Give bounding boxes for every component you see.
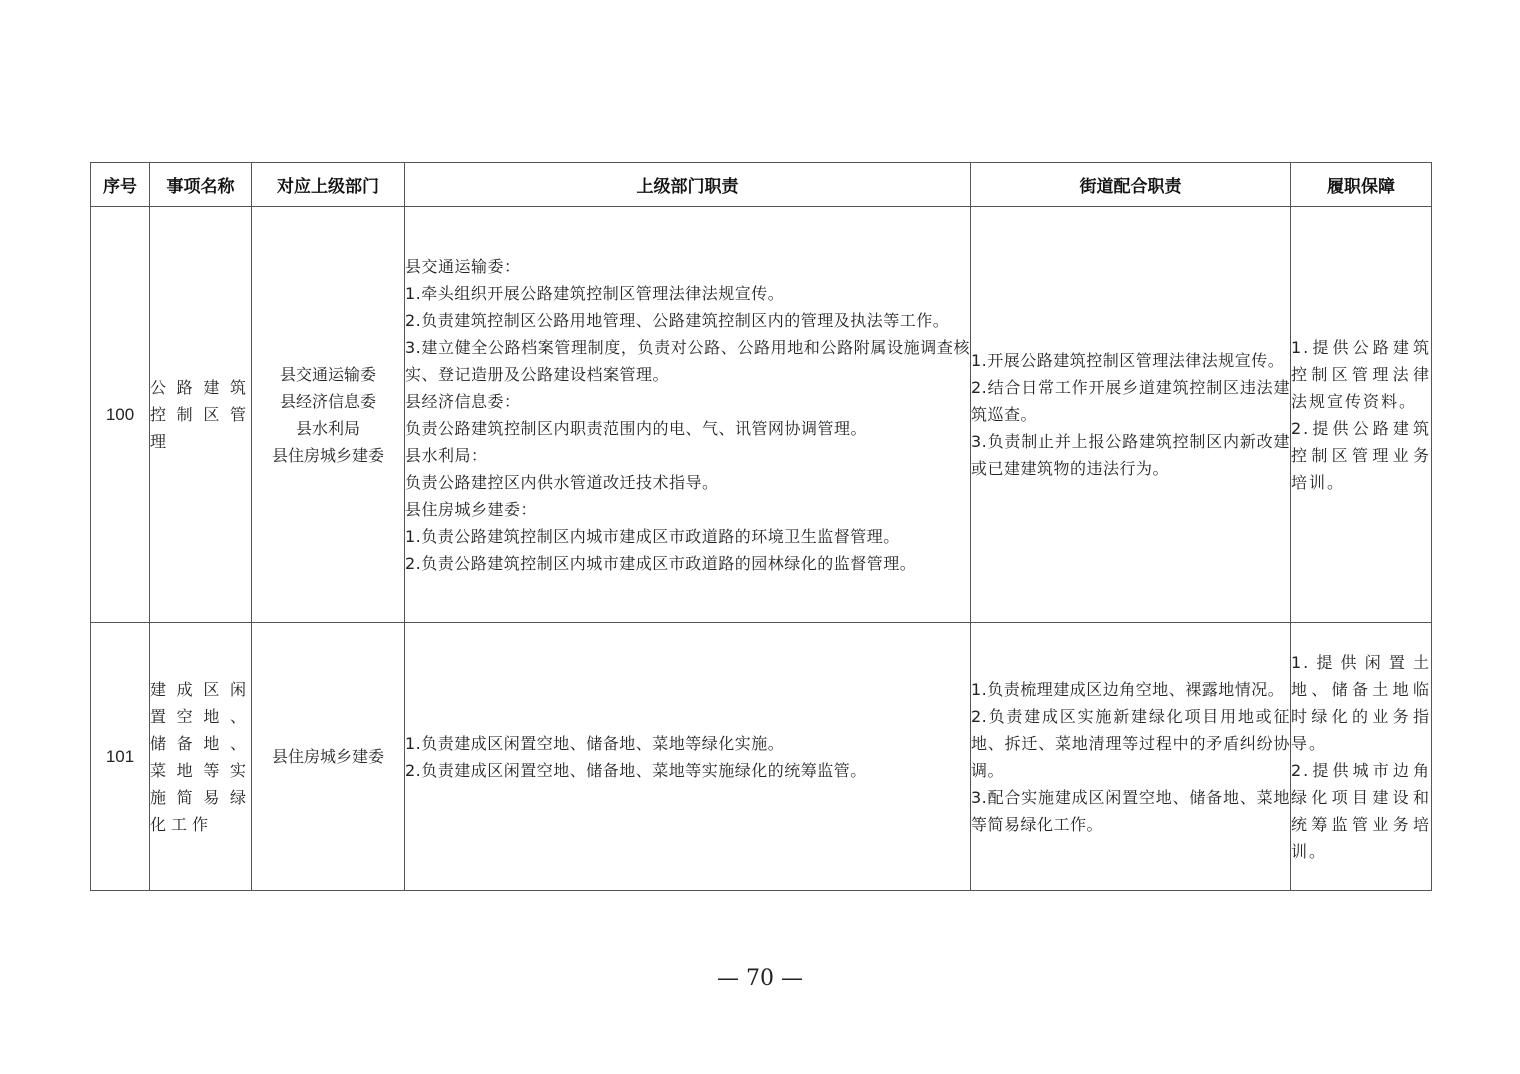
- guarantees: [1291, 623, 1432, 891]
- superior-departments: [252, 623, 405, 891]
- street-duty-line: 2.负责建成区实施新建绿化项目用地或征地、拆迁、菜地清理等过程中的矛盾纠纷协调。: [971, 706, 1290, 780]
- header-superior-duties: 上级部门职责: [405, 163, 971, 207]
- superior-departments: [252, 207, 405, 623]
- superior-duties: [405, 207, 971, 623]
- header-item-name: 事项名称: [150, 163, 252, 207]
- item-name: 建成区闲置空地、储备地、菜地等实施简易绿化工作: [150, 623, 252, 891]
- street-duties: [971, 623, 1291, 891]
- header-superior-department: 对应上级部门: [252, 163, 405, 207]
- duty-line: 2.负责建成区闲置空地、储备地、菜地等实施绿化的统筹监管。: [405, 760, 867, 780]
- page-number: — 70 —: [717, 966, 803, 991]
- street-duty-line: 1.负责梳理建成区边角空地、裸露地情况。: [971, 679, 1285, 699]
- duty-line: 县经济信息委：: [405, 391, 521, 411]
- department-line: 县经济信息委: [279, 391, 376, 411]
- street-duty-line: 2.结合日常工作开展乡道建筑控制区违法建筑巡查。: [971, 378, 1290, 424]
- duty-line: 县水利局：: [405, 445, 488, 465]
- duty-line: 负责公路建控区内供水管道改迁技术指导。: [405, 472, 719, 492]
- street-duties: [971, 207, 1291, 623]
- header-guarantee: 履职保障: [1291, 163, 1432, 207]
- street-duty-line: 1.开展公路建筑控制区管理法律法规宣传。: [971, 351, 1285, 370]
- department-line: 县水利局: [295, 418, 360, 438]
- street-duty-line: 3.配合实施建成区闲置空地、储备地、菜地等简易绿化工作。: [971, 787, 1290, 834]
- table-row: [91, 207, 1432, 623]
- header-number: 序号: [91, 163, 150, 207]
- duty-table: [90, 162, 1432, 891]
- duty-line: 3.建立健全公路档案管理制度，负责对公路、公路用地和公路附属设施调查核实、登记造册及公路建设档案管理。: [405, 337, 970, 384]
- duty-line: 1.负责建成区闲置空地、储备地、菜地等绿化实施。: [405, 733, 785, 753]
- department-line: 县住房城乡建委: [271, 445, 384, 465]
- department-line: 县交通运输委: [279, 364, 376, 384]
- department-line: 县住房城乡建委: [271, 747, 384, 766]
- row-number: 101: [91, 623, 150, 891]
- duty-line: 县住房城乡建委：: [405, 499, 538, 519]
- guarantees: [1291, 207, 1432, 623]
- duty-line: 县交通运输委：: [405, 256, 521, 276]
- duty-line: 2.负责公路建筑控制区内城市建成区市政道路的园林绿化的监督管理。: [405, 553, 917, 573]
- duty-line: 负责公路建筑控制区内职责范围内的电、气、讯管网协调管理。: [405, 418, 868, 438]
- duty-line: 2.负责建筑控制区公路用地管理、公路建筑控制区内的管理及执法等工作。: [405, 310, 950, 330]
- duty-line: 1.负责公路建筑控制区内城市建成区市政道路的环境卫生监督管理。: [405, 526, 900, 546]
- table-header-row: [91, 163, 1432, 207]
- duty-line: 1.牵头组织开展公路建筑控制区管理法律法规宣传。: [405, 283, 785, 303]
- guarantee-line: 2.提供公路建筑控制区管理业务培训。: [1291, 418, 1431, 492]
- guarantee-line: 1.提供公路建筑控制区管理法律法规宣传资料。: [1291, 337, 1431, 411]
- table-row: [91, 623, 1432, 891]
- guarantee-line: 1.提供闲置土地、储备土地临时绿化的业务指导。: [1291, 652, 1431, 753]
- superior-duties: [405, 623, 971, 891]
- header-street-duties: 街道配合职责: [971, 163, 1291, 207]
- street-duty-line: 3.负责制止并上报公路建筑控制区内新改建或已建建筑物的违法行为。: [971, 432, 1290, 478]
- guarantee-line: 2.提供城市边角绿化项目建设和统筹监管业务培训。: [1291, 760, 1431, 861]
- item-name: 公路建筑控制区管理: [150, 207, 252, 623]
- row-number: 100: [91, 207, 150, 623]
